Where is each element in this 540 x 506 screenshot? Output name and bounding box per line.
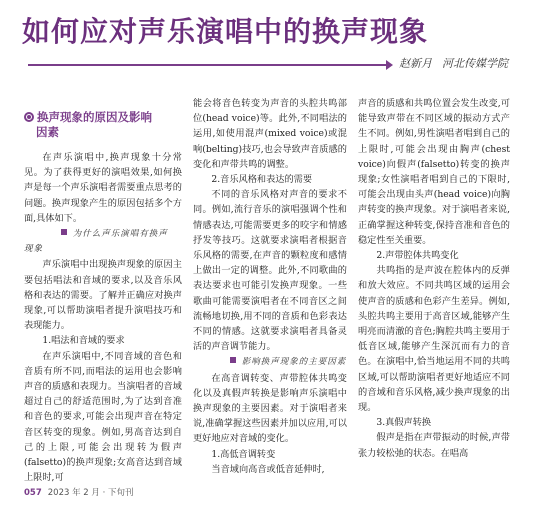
author-name: 赵新月 bbox=[399, 57, 432, 70]
section-heading-line2: 因素 bbox=[36, 125, 59, 139]
subheading: 2.音乐风格和表达的需要 bbox=[211, 174, 313, 186]
square-bullet-icon bbox=[61, 229, 67, 235]
paragraph: 声乐演唱中出现换声现象的原因主要包括唱法和音域的要求,以及音乐风格和表达的需要。了解并正确应对换声现象,可以帮助演唱者提升演唱技巧和表现能力。 bbox=[24, 259, 182, 332]
subheading: 2.声带腔体共鸣变化 bbox=[376, 250, 459, 262]
paragraph: 能会将音色转变为声音的头腔共鸣部位(head voice)等。此外,不同唱法的运用,如使用混声(mixed voice)或混响(belting)技巧,也会导致声音质感的变化和声带共鸣的调整。 bbox=[193, 98, 347, 170]
subheading-marked: 影响换声现象的主要因素 bbox=[193, 354, 347, 370]
square-bullet-icon bbox=[230, 357, 236, 363]
subheading: 1.唱法和音域的要求 bbox=[42, 335, 125, 347]
paragraph: 假声是指在声带振动的时候,声带张力较松弛的状态。在唱高 bbox=[358, 432, 510, 459]
paragraph: 当音域向高音或低音延伸时, bbox=[211, 463, 325, 475]
article-title: 如何应对声乐演唱中的换声现象 bbox=[22, 15, 429, 48]
issue-info: 2023 年 2 月 · 下旬刊 bbox=[47, 488, 134, 498]
paragraph: 声音的质感和共鸣位置会发生改变,可能导致声带在不同区域的振动方式产生不同。例如,男性演唱者唱到自己的上限时,可能会出现由胸声(chest voice)向假声(falsetto)转变的换声现象;女性演唱者唱到自己的下限时,可能会出现由头声(head voice)向胸声转变的换声现象。对于演唱者来说,正确掌握这种转变,保持音准和音色的稳定性至关重要。 bbox=[358, 98, 510, 246]
byline bbox=[399, 55, 518, 71]
paragraph: 在高音调转变、声带腔体共鸣变化以及真假声转换是影响声乐演唱中换声现象的主要因素。对于演唱者来说,准确掌握这些因素并加以应用,可以更好地应对音域的变化。 bbox=[193, 372, 347, 445]
section-bullet-icon bbox=[24, 112, 34, 122]
column-2 bbox=[193, 96, 347, 477]
paragraph: 不同的音乐风格对声音的要求不同。例如,流行音乐的演唱强调个性和情感表达,可能需要更多的咬字和情感抒发等技巧。这就要求演唱者根据音乐风格的需要,在声音的颗粒度和感情上做出一定的调整。此外,不同歌曲的表达要求也可能引发换声现象。一些歌曲可能需要演唱者在不同音区之间流畅地切换,用不同的音质和色彩表达不同的情感。这就要求演唱者具备灵活的声音调节能力。 bbox=[193, 189, 347, 353]
author-affiliation: 河北传媒学院 bbox=[442, 57, 508, 70]
subheading: 1.高低音调转变 bbox=[211, 448, 276, 460]
header-rule bbox=[28, 64, 390, 66]
section-heading-line1: 换声现象的原因及影响 bbox=[37, 110, 152, 124]
paragraph: 共鸣指的是声波在腔体内的反弹和放大效应。不同共鸣区域的运用会使声音的质感和色彩产生差异。例如,头腔共鸣主要用于高音区域,能够产生明亮而清澈的音色;胸腔共鸣主要用于低音区域,能够产生深沉而有力的音色。在演唱中,恰当地运用不同的共鸣区域,可以帮助演唱者更好地适应不同的音域和音乐风格,减少换声现象的出现。 bbox=[358, 265, 510, 414]
column-3 bbox=[358, 96, 510, 461]
section-heading bbox=[24, 110, 174, 140]
paragraph: 在声乐演唱中,换声现象十分常见。为了获得更好的演唱效果,如何换声是每一个声乐演唱者需要重点思考的问题。换声现象产生的原因包括多个方面,具体如下。 bbox=[24, 152, 182, 224]
header-rule-arrow bbox=[386, 60, 393, 70]
subheading: 3.真假声转换 bbox=[376, 417, 432, 429]
subheading-marked-cont: 现象 bbox=[24, 244, 44, 255]
column-1 bbox=[24, 150, 182, 485]
page-footer bbox=[24, 486, 134, 498]
subheading-marked: 为什么声乐演唱有换声 bbox=[24, 226, 182, 242]
page-number: 057 bbox=[24, 488, 42, 498]
paragraph: 在声乐演唱中,不同音域的音色和音质有所不同,而唱法的运用也会影响声音的质感和表现力。当演唱者的音域超过自己的舒适范围时,为了达到音准和音色的要求,可能会出现声音在特定音区转变的现象。例如,男高音达到自己的上限,可能会出现转为假声(falsetto)的换声现象;女高音达到音域上限时,可 bbox=[24, 350, 182, 484]
